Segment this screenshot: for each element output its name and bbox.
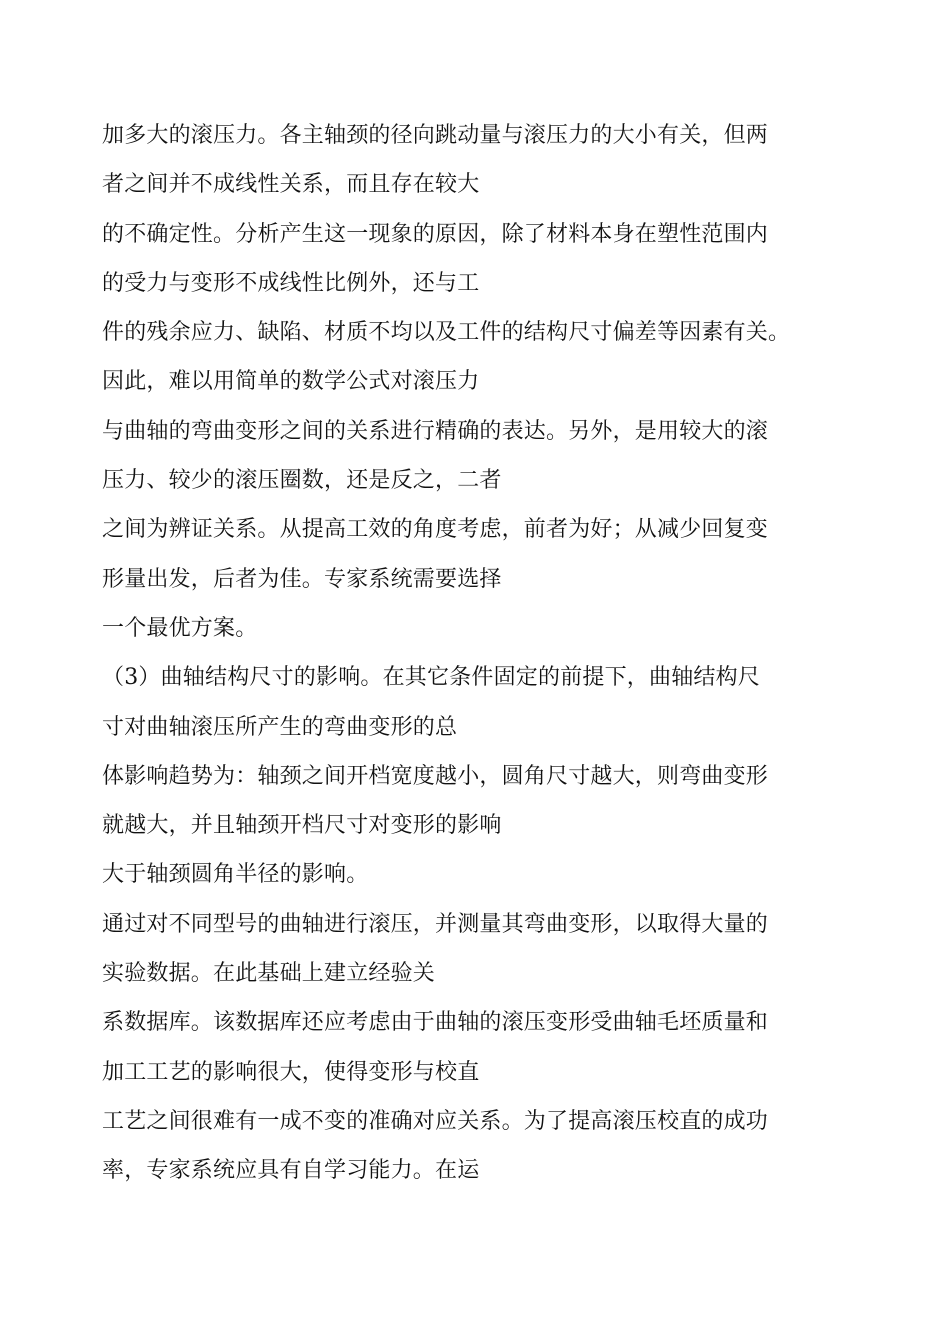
text-line: 寸对曲轴滚压所产生的弯曲变形的总 (102, 714, 458, 740)
text-line: 加工工艺的影响很大，使得变形与校直 (102, 1059, 480, 1085)
text-line: 一个最优方案。 (102, 615, 258, 641)
text-line: 因此，难以用简单的数学公式对滚压力 (102, 369, 480, 395)
text-line: 就越大，并且轴颈开档尺寸对变形的影响 (102, 813, 502, 839)
text-line: 件的残余应力、缺陷、材质不均以及工件的结构尺寸偏差等因素有关。 (102, 320, 791, 346)
text-line: 之间为辨证关系。从提高工效的角度考虑，前者为好；从减少回复变 (102, 517, 769, 543)
text-line: （3）曲轴结构尺寸的影响。在其它条件固定的前提下，曲轴结构尺 (102, 665, 760, 691)
text-line: 的不确定性。分析产生这一现象的原因，除了材料本身在塑性范围内 (102, 221, 769, 247)
text-line: 者之间并不成线性关系，而且存在较大 (102, 172, 480, 198)
text-line: 的受力与变形不成线性比例外，还与工 (102, 270, 480, 296)
body-text (102, 116, 902, 1201)
text-line: 体影响趋势为：轴颈之间开档宽度越小，圆角尺寸越大，则弯曲变形 (102, 763, 769, 789)
text-line: 系数据库。该数据库还应考虑由于曲轴的滚压变形受曲轴毛坯质量和 (102, 1010, 769, 1036)
text-line: 通过对不同型号的曲轴进行滚压，并测量其弯曲变形，以取得大量的 (102, 911, 769, 937)
text-line: 大于轴颈圆角半径的影响。 (102, 862, 369, 888)
text-line: 实验数据。在此基础上建立经验关 (102, 961, 436, 987)
text-line: 率，专家系统应具有自学习能力。在运 (102, 1158, 480, 1184)
text-line: 工艺之间很难有一成不变的准确对应关系。为了提高滚压校直的成功 (102, 1108, 769, 1134)
text-line: 压力、较少的滚压圈数，还是反之，二者 (102, 468, 502, 494)
text-line: 加多大的滚压力。各主轴颈的径向跳动量与滚压力的大小有关，但两 (102, 123, 769, 148)
text-line: 形量出发，后者为佳。专家系统需要选择 (102, 566, 502, 592)
text-line: 与曲轴的弯曲变形之间的关系进行精确的表达。另外，是用较大的滚 (102, 418, 769, 444)
